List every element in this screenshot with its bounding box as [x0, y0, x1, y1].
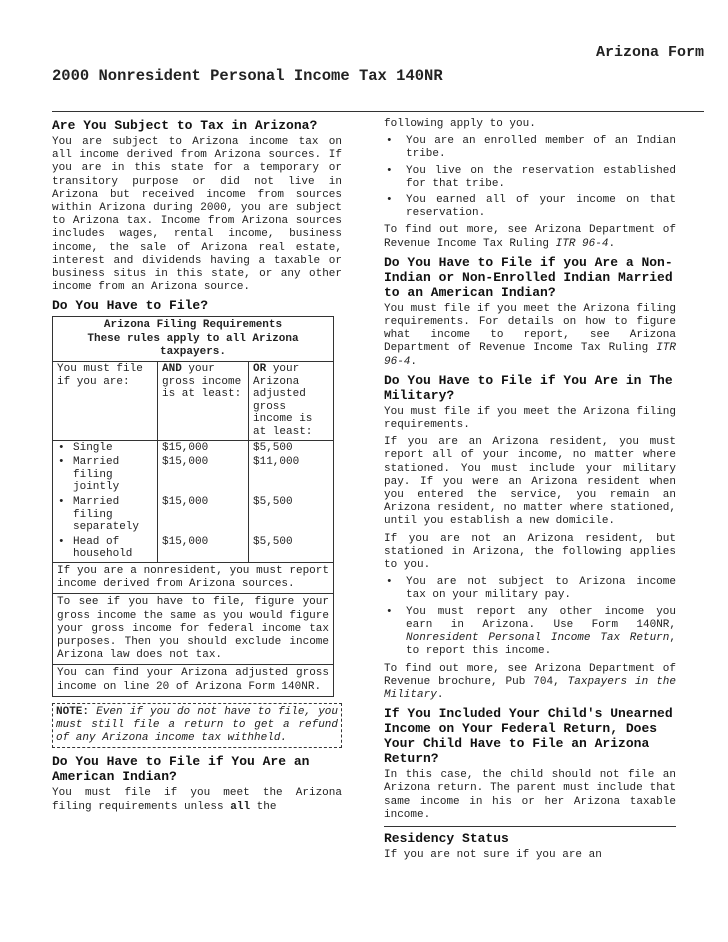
indian-conditions-list — [384, 135, 676, 220]
section-heading-non-indian: Do You Have to File if you Are a Non-Indian or Non-Enrolled Indian Married to an American Indian? — [384, 254, 673, 300]
agi-cell: $5,500 — [253, 535, 293, 548]
status-cell: • Head of household — [53, 535, 158, 562]
section-heading-american-indian: Do You Have to File if You Are an American Indian? — [52, 754, 310, 785]
table-header-agi — [249, 362, 334, 440]
list-item: • You are not subject to Arizona income tax on your military pay. — [384, 576, 676, 602]
table-row — [53, 535, 333, 562]
filing-requirements-subtitle: These rules apply to all Arizona taxpayers. — [87, 332, 299, 358]
form-label: Arizona Form — [595, 44, 704, 61]
refund-note — [52, 703, 342, 749]
gross-cell: $15,000 — [158, 455, 249, 495]
table-row — [53, 455, 333, 495]
section-heading-subject-to-tax: Are You Subject to Tax in Arizona? — [52, 118, 318, 133]
military-list — [384, 576, 676, 658]
agi-cell: $5,500 — [253, 441, 293, 454]
form-title-ref: Nonresident Personal Income Tax Return — [406, 632, 670, 645]
list-item: • You earned all of your income on that reservation. — [384, 194, 676, 220]
list-item: • You live on the reservation established for that tribe. — [384, 165, 676, 191]
non-indian-text: You must file if you meet the Arizona filing requirements. For details on how to figure what income to report, see Arizona Department of Revenue Income Tax Ruling — [384, 302, 676, 355]
military-paragraph-3: If you are not an Arizona resident, but stationed in Arizona, the following applies to you. — [384, 532, 676, 572]
or-label: OR — [253, 363, 267, 376]
pub-text: To find out more, see Arizona Department of Revenue brochure, Pub 704, — [384, 662, 676, 688]
section-heading-military: Do You Have to File if You Are in The Military? — [384, 372, 673, 403]
filing-requirements-header — [53, 317, 333, 362]
section-heading-child-income: If You Included Your Child's Unearned Income on Your Federal Return, Does Your Child Have to File an Arizona Return? — [384, 706, 673, 767]
agi-header-text: your Arizona adjusted gross income is at least: — [253, 363, 313, 439]
military-paragraph-2: If you are an Arizona resident, you must report all of your income, no matter where stationed. You must include your military pay. If you were an Arizona resident when you entered the service, you remain an Arizona resident, no matter where stationed, until you establish a new domicile. — [384, 436, 676, 528]
table-header-gross — [158, 362, 249, 440]
non-indian-ref: ITR 96-4 — [384, 342, 676, 368]
status-cell: • Single — [53, 440, 158, 455]
non-indian-paragraph: You must file if you meet the Arizona filing requirements. For details on how to figure what income to report, see Arizona Department of Revenue Income Tax Ruling ITR 96-4. — [384, 302, 676, 368]
american-indian-paragraph — [52, 787, 342, 813]
ruling-paragraph: To find out more, see Arizona Department of Revenue Income Tax Ruling ITR 96-4. — [384, 224, 676, 250]
military-bullet-text: You must report any other income you earn in Arizona. Use Form 140NR, — [406, 605, 676, 631]
agi-cell: $11,000 — [253, 456, 300, 469]
military-bullet-end: , to report this income. — [406, 632, 676, 658]
child-income-paragraph: In this case, the child should not file an Arizona return. The parent must include that same income in his or her Arizona taxable income. — [384, 769, 676, 821]
gross-cell: $15,000 — [158, 495, 249, 535]
nonresident-note: If you are a nonresident, you must report income derived from Arizona sources. — [53, 562, 333, 593]
table-header-row — [53, 362, 333, 440]
right-column — [384, 118, 676, 866]
and-label: AND — [162, 363, 182, 376]
gross-cell: $15,000 — [158, 535, 249, 562]
military-paragraph-1: You must file if you meet the Arizona filing requirements. — [384, 405, 676, 432]
list-item: • You are an enrolled member of an Indian tribe. — [384, 135, 676, 161]
pub-title: Taxpayers in the Military — [384, 675, 676, 701]
ruling-ref: ITR 96-4 — [555, 237, 609, 250]
gross-header-text: your gross income is at least: — [162, 363, 242, 401]
continued-paragraph: following apply to you. — [384, 118, 536, 130]
table-row — [53, 495, 333, 535]
table-row — [53, 440, 333, 455]
gross-income-note: To see if you have to file, figure your gross income the same as you would figure your gross income for federal income tax purposes. Then you should exclude income Arizona law does not tax. — [53, 593, 333, 664]
filing-requirements-table — [53, 362, 333, 562]
section-heading-residency: Residency Status — [384, 826, 676, 846]
note-text: Even if you do not have to file, you must still file a return to get a refund of any Arizona income tax withheld. — [56, 705, 339, 745]
header-divider — [52, 111, 704, 112]
agi-cell: $5,500 — [253, 495, 293, 508]
all-emphasis: all — [230, 800, 251, 813]
status-cell: • Married filing separately — [53, 495, 158, 535]
ruling-text: To find out more, see Arizona Department of Revenue Income Tax Ruling — [384, 224, 676, 250]
left-column — [52, 118, 342, 818]
filing-requirements-box — [52, 316, 334, 696]
military-paragraph-4: To find out more, see Arizona Department of Revenue brochure, Pub 704, Taxpayers in the Military. — [384, 662, 676, 701]
american-indian-text: You must file if you meet the Arizona filing requirements unless — [52, 787, 342, 813]
section-heading-have-to-file: Do You Have to File? — [52, 298, 209, 314]
subject-to-tax-paragraph: You are subject to Arizona income tax on all income derived from Arizona sources. If you are in this state for a temporary or transitory purpose or did not live in Arizona but received income from sources within Arizona during 2000, you are subject to Arizona tax. Income from Arizona sources includes wages, rental income, business income, the sale of Arizona real estate, interest and dividends having a taxable or business situs in this state, or any other income from an Arizona source. — [52, 136, 342, 294]
note-label: NOTE: — [56, 705, 90, 718]
agi-note: You can find your Arizona adjusted gross income on line 20 of Arizona Form 140NR. — [53, 664, 333, 695]
american-indian-text-end: the — [256, 800, 277, 813]
list-item — [384, 606, 676, 659]
filing-requirements-title: Arizona Filing Requirements — [103, 319, 283, 332]
page-title: 2000 Nonresident Personal Income Tax 140NR — [52, 67, 443, 85]
gross-cell: $15,000 — [158, 440, 249, 455]
residency-paragraph: If you are not sure if you are an — [384, 848, 602, 861]
status-cell: • Married filing jointly — [53, 455, 158, 495]
table-header-status: You must file if you are: — [53, 362, 158, 440]
